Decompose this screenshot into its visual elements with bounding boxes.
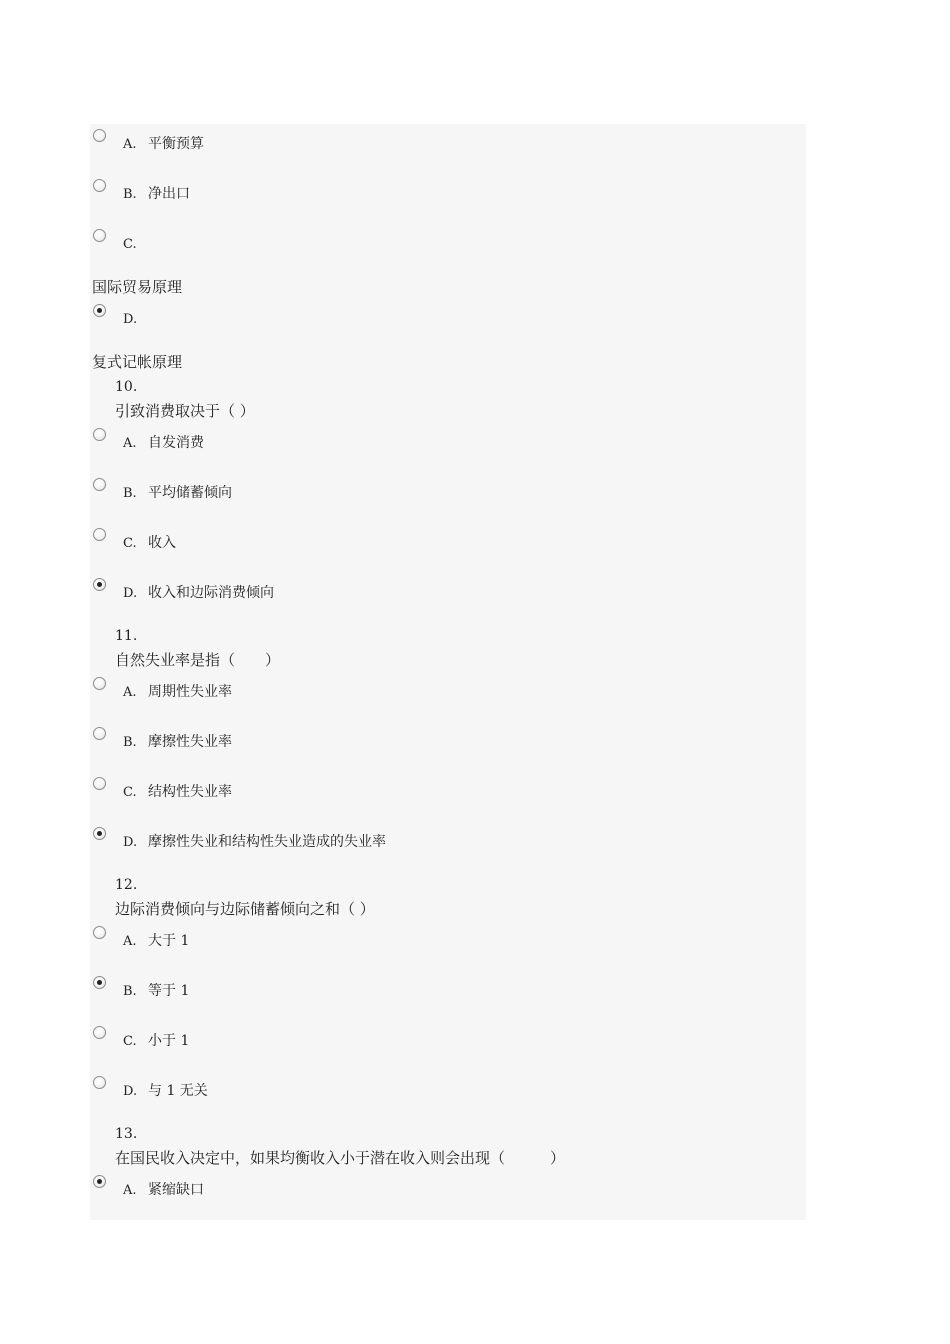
option-q12-b <box>123 981 189 1002</box>
radio-q10-c[interactable] <box>93 528 106 541</box>
option-letter: B. <box>123 187 137 202</box>
radio-q9-d[interactable] <box>93 304 106 317</box>
question-text: 自然失业率是指（ ） <box>115 651 281 669</box>
option-q9-d-text: 复式记帐原理 <box>92 353 183 371</box>
option-letter: A. <box>123 934 137 949</box>
option-letter: C. <box>123 536 137 551</box>
option-q12-d <box>123 1081 208 1102</box>
option-label: 平衡预算 <box>148 136 204 152</box>
option-letter: B. <box>123 735 137 750</box>
option-q11-c <box>123 782 232 803</box>
radio-q12-d[interactable] <box>93 1076 106 1089</box>
option-letter: A. <box>123 436 137 451</box>
option-label: 周期性失业率 <box>148 684 232 700</box>
question-number: 12. <box>115 877 138 893</box>
option-label: 收入和边际消费倾向 <box>148 585 274 601</box>
option-letter: D. <box>123 1084 138 1099</box>
option-label: 自发消费 <box>148 435 204 451</box>
question-number: 13. <box>115 1126 138 1142</box>
radio-q12-a[interactable] <box>93 926 106 939</box>
option-letter: C. <box>123 785 137 800</box>
radio-q9-a[interactable] <box>93 129 106 142</box>
question-text: 边际消费倾向与边际储蓄倾向之和（ ） <box>115 900 375 918</box>
option-q10-d <box>123 583 274 604</box>
question-text: 引致消费取决于（ ） <box>115 402 255 420</box>
option-q10-c <box>123 533 176 554</box>
radio-q13-a[interactable] <box>93 1175 106 1188</box>
radio-q11-c[interactable] <box>93 777 106 790</box>
option-q10-b <box>123 483 232 504</box>
option-label: 结构性失业率 <box>148 784 232 800</box>
quiz-sheet <box>90 124 806 1220</box>
question-text: 在国民收入决定中，如果均衡收入小于潜在收入则会出现（ ） <box>115 1149 566 1167</box>
radio-q9-b[interactable] <box>93 179 106 192</box>
option-q9-b <box>123 184 190 205</box>
radio-q11-a[interactable] <box>93 677 106 690</box>
option-label: 摩擦性失业率 <box>148 734 232 750</box>
question-number: 11. <box>115 628 138 644</box>
option-q13-a <box>123 1180 204 1201</box>
radio-q12-b[interactable] <box>93 976 106 989</box>
option-letter: C. <box>123 237 137 252</box>
option-letter: D. <box>123 586 138 601</box>
option-q11-a <box>123 682 232 703</box>
option-label: 等于 1 <box>148 983 190 999</box>
option-q12-a <box>123 931 189 952</box>
option-letter: D. <box>123 835 138 850</box>
option-label: 紧缩缺口 <box>148 1182 204 1198</box>
option-label: 收入 <box>148 535 176 551</box>
radio-q12-c[interactable] <box>93 1026 106 1039</box>
question-number: 10. <box>115 379 138 395</box>
radio-q10-d[interactable] <box>93 578 106 591</box>
option-q9-d <box>123 309 148 330</box>
option-letter: B. <box>123 984 137 999</box>
option-label: 与 1 无关 <box>148 1083 208 1099</box>
option-label: 大于 1 <box>148 933 190 949</box>
option-q11-d <box>123 832 386 853</box>
option-letter: A. <box>123 685 137 700</box>
option-q11-b <box>123 732 232 753</box>
option-letter: B. <box>123 486 137 501</box>
option-q9-c-text: 国际贸易原理 <box>92 278 183 296</box>
radio-q11-b[interactable] <box>93 727 106 740</box>
option-letter: C. <box>123 1034 137 1049</box>
radio-q10-b[interactable] <box>93 478 106 491</box>
option-q9-a <box>123 134 204 155</box>
option-q9-c <box>123 234 148 255</box>
option-q12-c <box>123 1031 189 1052</box>
option-q10-a <box>123 433 204 454</box>
option-label: 平均储蓄倾向 <box>148 485 232 501</box>
radio-q11-d[interactable] <box>93 827 106 840</box>
option-label: 摩擦性失业和结构性失业造成的失业率 <box>148 834 386 850</box>
radio-q10-a[interactable] <box>93 428 106 441</box>
option-letter: A. <box>123 137 137 152</box>
option-label: 净出口 <box>148 186 190 202</box>
option-letter: A. <box>123 1183 137 1198</box>
option-letter: D. <box>123 312 138 327</box>
radio-q9-c[interactable] <box>93 229 106 242</box>
option-label: 小于 1 <box>148 1033 190 1049</box>
